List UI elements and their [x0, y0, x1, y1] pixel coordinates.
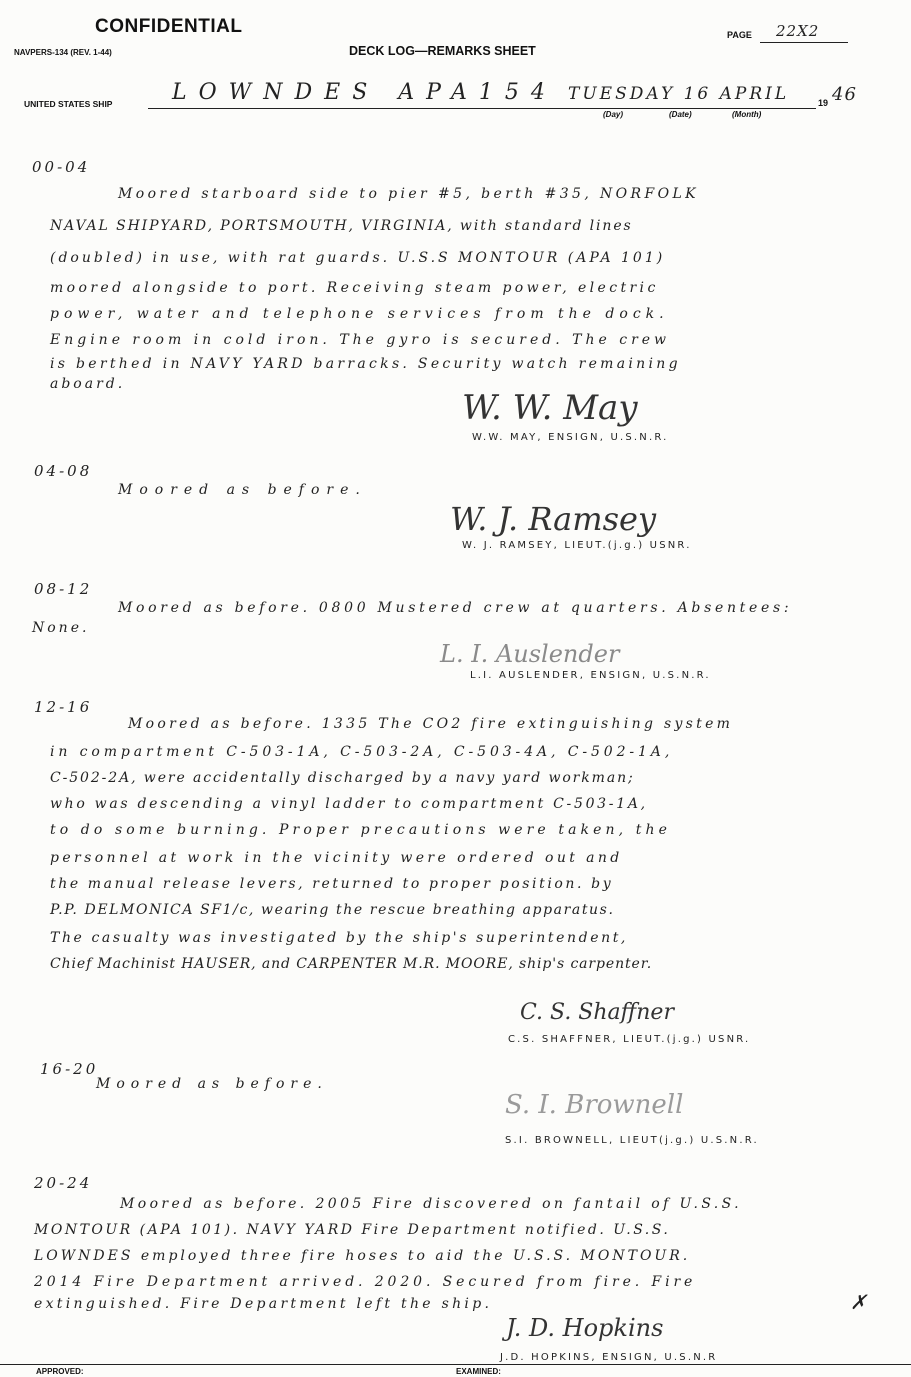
- year-suffix: 46: [832, 84, 857, 105]
- handwritten-signature: W. J. Ramsey: [450, 500, 657, 538]
- signer-name: W. J. RAMSEY, LIEUT.(j.g.) USNR.: [462, 540, 692, 551]
- form-number: NAVPERS-134 (REV. 1-44): [14, 48, 112, 57]
- watch-time: 04-08: [34, 462, 93, 480]
- month-caption: (Month): [732, 110, 762, 119]
- remark-line: Chief Machinist HAUSER, and CARPENTER M.R. MOORE, ship's carpenter.: [50, 956, 653, 972]
- remark-line: MONTOUR (APA 101). NAVY YARD Fire Department notified. U.S.S.: [34, 1222, 671, 1238]
- handwritten-signature: W. W. May: [462, 388, 638, 428]
- remark-line: Moored as before.: [96, 1076, 328, 1092]
- date-caption: (Date): [669, 110, 692, 119]
- date-line: [566, 108, 816, 109]
- remark-line: to do some burning. Proper precautions were taken, the: [50, 822, 671, 838]
- margin-mark: ✗: [850, 1290, 867, 1314]
- footer-rule: [0, 1364, 911, 1365]
- remark-line: Moored as before. 1335 The CO2 fire extinguishing system: [128, 716, 734, 732]
- signer-name: W.W. MAY, ENSIGN, U.S.N.R.: [472, 432, 669, 443]
- ship-name: LOWNDES APA154: [172, 80, 557, 105]
- handwritten-signature: L. I. Auslender: [440, 640, 620, 668]
- remark-line: Moored starboard side to pier #5, berth #35, NORFOLK: [118, 186, 700, 202]
- remark-line: The casualty was investigated by the ship's superintendent,: [50, 930, 628, 946]
- remark-line: C-502-2A, were accidentally discharged by a navy yard workman;: [50, 770, 635, 786]
- remark-line: aboard.: [50, 376, 126, 392]
- remark-line: Moored as before. 0800 Mustered crew at quarters. Absentees:: [118, 600, 793, 616]
- remark-line: in compartment C-503-1A, C-503-2A, C-503-4A, C-502-1A,: [50, 744, 674, 760]
- ship-label: UNITED STATES SHIP: [24, 99, 113, 109]
- classification-heading: CONFIDENTIAL: [95, 16, 243, 37]
- remark-line: Engine room in cold iron. The gyro is secured. The crew: [50, 332, 671, 348]
- remark-line: Moored as before.: [118, 482, 367, 498]
- signer-name: C.S. SHAFFNER, LIEUT.(j.g.) USNR.: [508, 1034, 751, 1045]
- signer-name: L.I. AUSLENDER, ENSIGN, U.S.N.R.: [470, 670, 711, 681]
- remark-line: NAVAL SHIPYARD, PORTSMOUTH, VIRGINIA, with standard lines: [50, 218, 633, 234]
- remark-line: the manual release levers, returned to proper position. by: [50, 876, 614, 892]
- page-number: 22X2: [776, 22, 820, 40]
- remark-line: Moored as before. 2005 Fire discovered on fantail of U.S.S.: [120, 1196, 743, 1212]
- page-number-line: [760, 42, 848, 43]
- remark-line: 2014 Fire Department arrived. 2020. Secured from fire. Fire: [34, 1274, 697, 1290]
- handwritten-signature: S. I. Brownell: [505, 1090, 684, 1120]
- remark-line: None.: [32, 620, 90, 636]
- log-date: TUESDAY 16 APRIL: [568, 84, 790, 104]
- remark-line: extinguished. Fire Department left the ship.: [34, 1296, 493, 1312]
- year-prefix: 19: [818, 98, 829, 108]
- remark-line: moored alongside to port. Receiving steam power, electric: [50, 280, 659, 296]
- remark-line: (doubled) in use, with rat guards. U.S.S MONTOUR (APA 101): [50, 250, 666, 266]
- watch-time: 16-20: [40, 1060, 99, 1078]
- approved-label: APPROVED:: [36, 1367, 84, 1376]
- sheet-title: DECK LOG—REMARKS SHEET: [349, 44, 536, 58]
- page-label: PAGE: [727, 30, 752, 40]
- examined-label: EXAMINED:: [456, 1367, 501, 1376]
- remark-line: personnel at work in the vicinity were ordered out and: [50, 850, 623, 866]
- handwritten-signature: C. S. Shaffner: [520, 1000, 674, 1025]
- watch-time: 12-16: [34, 698, 93, 716]
- signer-name: J.D. HOPKINS, ENSIGN, U.S.N.R: [500, 1352, 718, 1363]
- watch-time: 20-24: [34, 1174, 93, 1192]
- remark-line: power, water and telephone services from the dock.: [50, 306, 669, 322]
- day-caption: (Day): [603, 110, 624, 119]
- signer-name: S.I. BROWNELL, LIEUT(j.g.) U.S.N.R.: [505, 1135, 759, 1146]
- handwritten-signature: J. D. Hopkins: [506, 1314, 664, 1342]
- watch-time: 08-12: [34, 580, 93, 598]
- ship-name-line: [148, 108, 566, 109]
- remark-line: who was descending a vinyl ladder to compartment C-503-1A,: [50, 796, 648, 812]
- remark-line: LOWNDES employed three fire hoses to aid the U.S.S. MONTOUR.: [34, 1248, 691, 1264]
- watch-time: 00-04: [32, 158, 91, 176]
- remark-line: is berthed in NAVY YARD barracks. Security watch remaining: [50, 356, 681, 372]
- remark-line: P.P. DELMONICA SF1/c, wearing the rescue breathing apparatus.: [50, 902, 615, 918]
